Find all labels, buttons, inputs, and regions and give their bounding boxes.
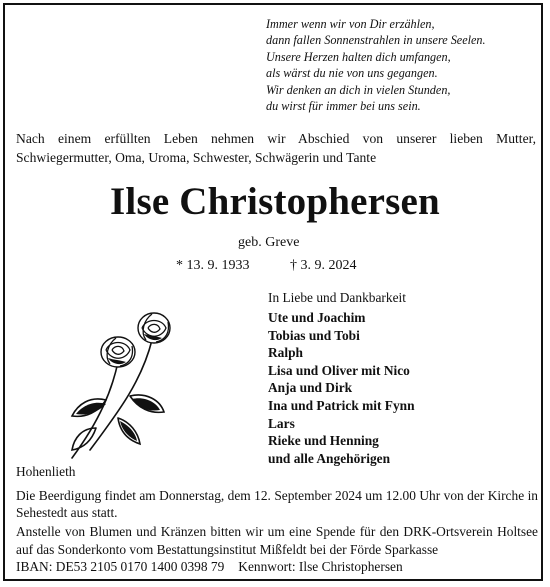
poem-line: Immer wenn wir von Dir erzählen, [266,17,435,31]
family-list [268,309,415,467]
poem-line: als wärst du nie von uns gegangen. [266,66,438,81]
iban-text: IBAN: DE53 2105 0170 1400 0398 79 [16,559,225,574]
intro-text: Nach einem erfüllten Leben nehmen wir Abschied von unserer lieben Mutter, Schwiegermutter, Oma, Uroma, Schwester, Schwägerin und Tante [16,131,536,165]
family-member: Ute und Joachim [268,310,366,325]
poem-line: du wirst für immer bei uns sein. [266,99,421,114]
poem-line: dann fallen Sonnenstrahlen in unsere Seelen. [266,33,486,48]
family-member: Tobias und Tobi [268,327,360,343]
poem-line: Unsere Herzen halten dich umfangen, [266,49,451,64]
bank-details [16,558,538,576]
poem-line: Wir denken an dich in vielen Stunden, [266,82,451,97]
rose-icon [60,300,180,460]
donation-info [16,523,538,576]
deceased-name: Ilse Christophersen [110,180,440,223]
birth-date: * 13. 9. 1933 [176,258,250,273]
funeral-info: Die Beerdigung findet am Donnerstag, dem 12. September 2024 um 12.00 Uhr von der Kirche in Sehestedt aus statt. [16,488,538,520]
family-member: und alle Angehörigen [268,450,391,466]
family-member: Ralph [268,345,303,361]
family-member: Rieke und Henning [268,433,379,449]
family-member: Anja und Dirk [268,380,353,396]
place-name: Hohenlieth [16,464,76,479]
death-date: † 3. 9. 2024 [290,258,357,273]
maiden-name: geb. Greve [238,235,300,250]
family-member: Ina und Patrick mit Fynn [268,397,415,413]
keyword-text: Kennwort: Ilse Christophersen [238,559,403,574]
family-member: Lisa und Oliver mit Nico [268,362,410,378]
love-line: In Liebe und Dankbarkeit [268,290,406,305]
family-member: Lars [268,415,295,431]
donation-text: Anstelle von Blumen und Kränzen bitten wir um eine Spende für den DRK-Ortsverein Holtsee auf das Sonderkonto vom Bestattungsinstitut Mißfeldt bei der Förde Sparkasse [16,524,538,557]
poem [266,16,536,114]
